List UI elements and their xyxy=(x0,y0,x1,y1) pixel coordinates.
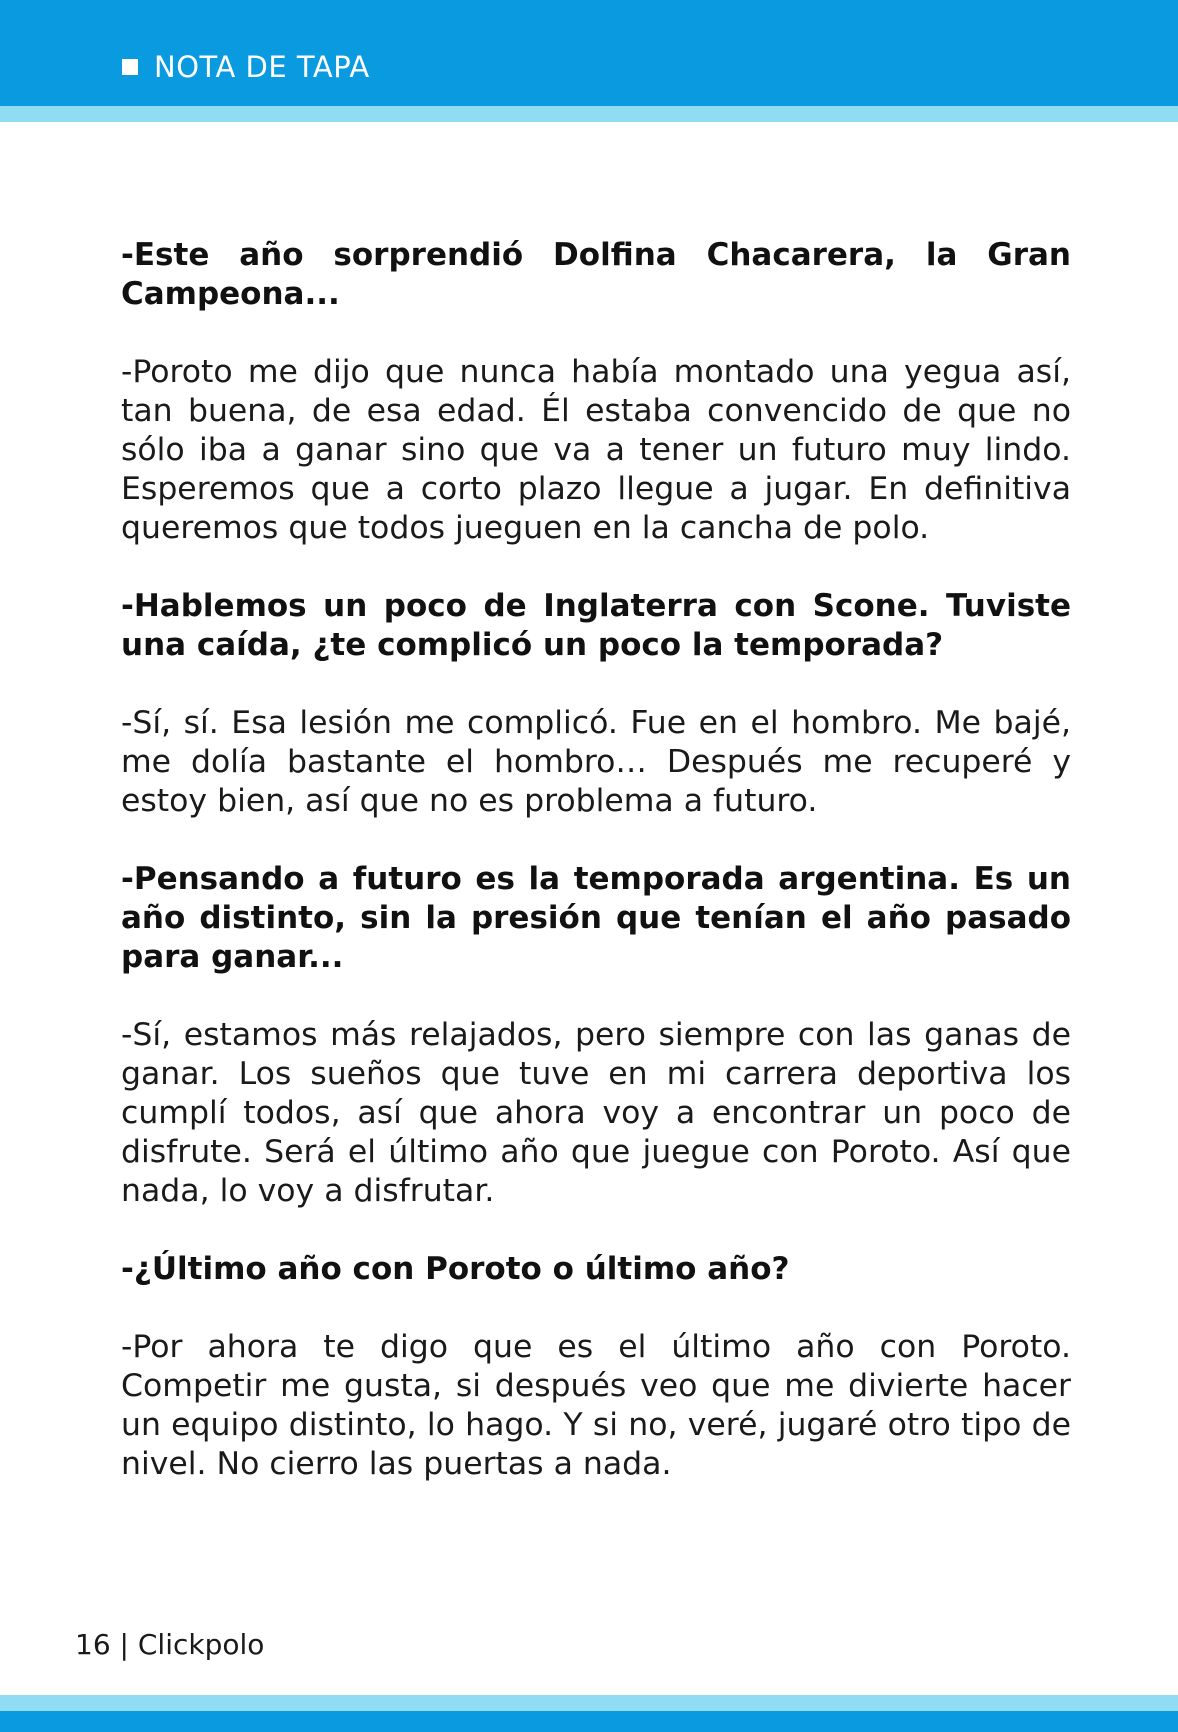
footer-stripe xyxy=(0,1695,1178,1711)
interview-question: -Este año sorprendió Dolfina Chacarera, la Gran Campeona... xyxy=(121,237,1071,312)
qa-block xyxy=(121,860,1071,1211)
qa-block xyxy=(121,587,1071,821)
article-body xyxy=(121,236,1071,1523)
page-footer: 16 | Clickpolo xyxy=(75,1628,265,1661)
interview-question: -Hablemos un poco de Inglaterra con Scone. Tuviste una caída, ¿te complicó un poco la temporada? xyxy=(121,588,1071,663)
section-label xyxy=(122,50,370,84)
interview-question: -Pensando a futuro es la temporada argentina. Es un año distinto, sin la presión que tenían el año pasado para ganar... xyxy=(121,861,1071,975)
header-stripe xyxy=(0,106,1178,122)
interview-answer: -Sí, sí. Esa lesión me complicó. Fue en el hombro. Me bajé, me dolía bastante el hombro… Después me recuperé y estoy bien, así que no es problema a futuro. xyxy=(121,705,1071,819)
header-bar xyxy=(0,0,1178,106)
qa-block xyxy=(121,236,1071,548)
interview-answer: -Por ahora te digo que es el último año con Poroto. Competir me gusta, si después veo que me divierte hacer un equipo distinto, lo hago. Y si no, veré, jugaré otro tipo de nivel. No cierro las puertas a nada. xyxy=(121,1329,1071,1482)
section-label-text: NOTA DE TAPA xyxy=(154,50,370,84)
footer-bar xyxy=(0,1711,1178,1732)
qa-block xyxy=(121,1250,1071,1484)
interview-answer: -Sí, estamos más relajados, pero siempre con las ganas de ganar. Los sueños que tuve en mi carrera deportiva los cumplí todos, así que ahora voy a encontrar un poco de disfrute. Será el último año que juegue con Poroto. Así que nada, lo voy a disfrutar. xyxy=(121,1017,1071,1209)
interview-question: -¿Último año con Poroto o último año? xyxy=(121,1251,790,1287)
square-bullet-icon xyxy=(122,59,138,75)
interview-answer: -Poroto me dijo que nunca había montado una yegua así, tan buena, de esa edad. Él estaba convencido de que no sólo iba a ganar sino que va a tener un futuro muy lindo. Esperemos que a corto plazo llegue a jugar. En definitiva queremos que todos jueguen en la cancha de polo. xyxy=(121,354,1071,546)
